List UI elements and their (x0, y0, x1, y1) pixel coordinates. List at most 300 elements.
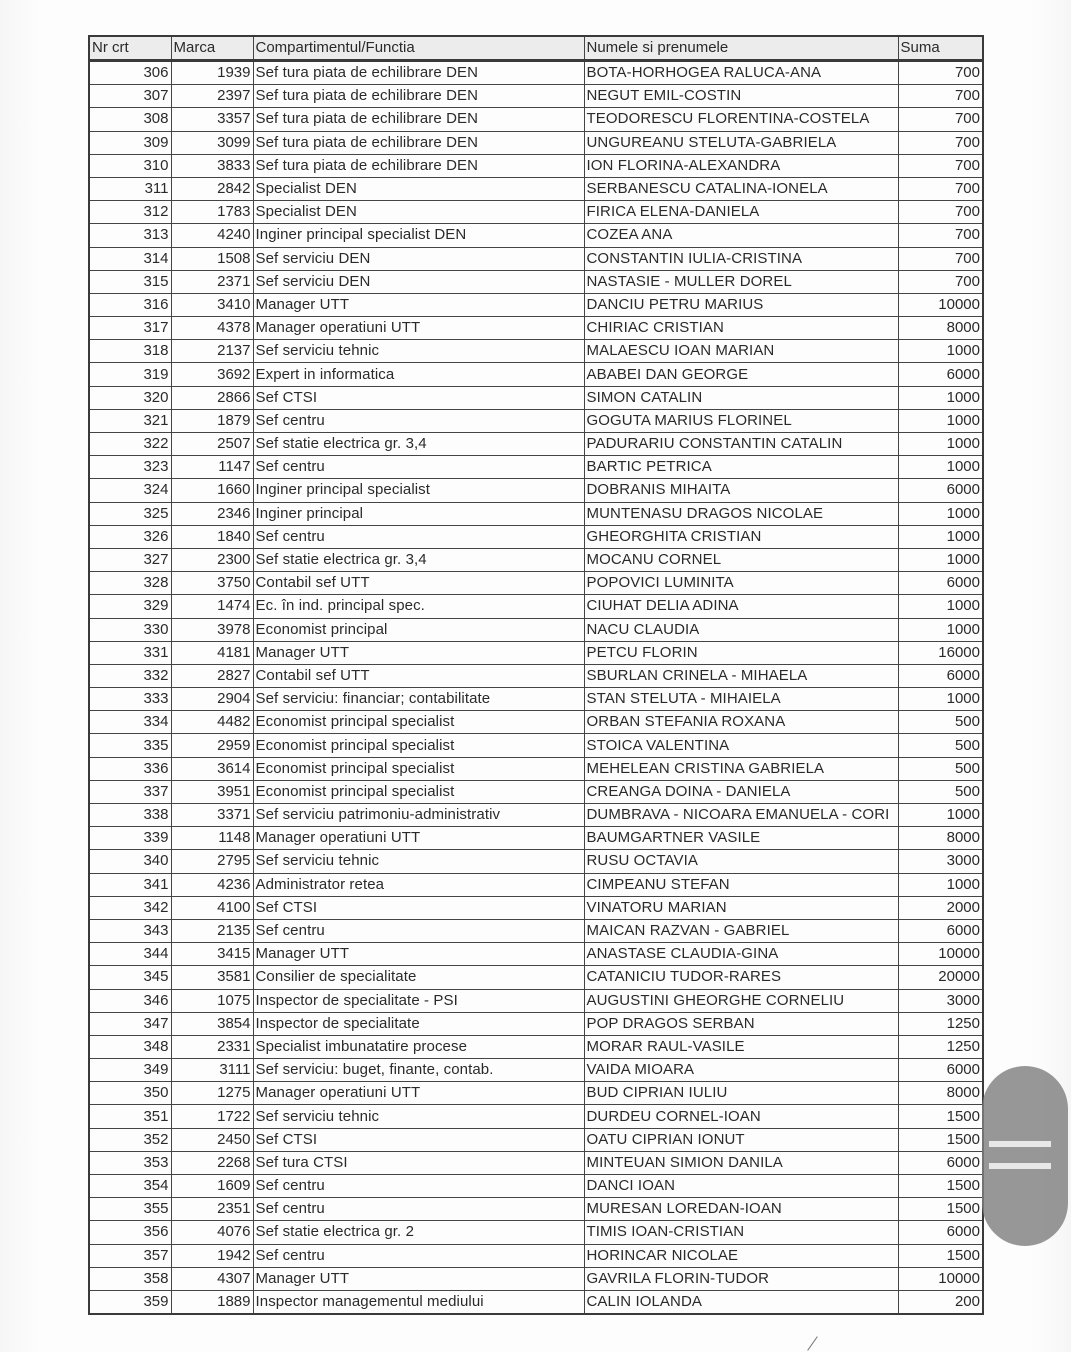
cell-marca: 2135 (171, 919, 253, 942)
cell-marca: 2268 (171, 1151, 253, 1174)
table-row (89, 85, 983, 108)
cell-nume: RUSU OCTAVIA (584, 850, 898, 873)
cell-suma: 1000 (898, 688, 983, 711)
cell-nume: MORAR RAUL-VASILE (584, 1035, 898, 1058)
cell-nr-crt: 314 (89, 247, 171, 270)
table-row (89, 363, 983, 386)
table-row (89, 548, 983, 571)
cell-nr-crt: 330 (89, 618, 171, 641)
table-row (89, 108, 983, 131)
cell-marca: 1879 (171, 409, 253, 432)
cell-nr-crt: 329 (89, 595, 171, 618)
cell-suma: 1250 (898, 1012, 983, 1035)
cell-functia: Inginer principal specialist (253, 479, 584, 502)
cell-nume: CIUHAT DELIA ADINA (584, 595, 898, 618)
cell-suma: 6000 (898, 919, 983, 942)
cell-functia: Sef serviciu tehnic (253, 850, 584, 873)
table-row (89, 1290, 983, 1314)
drag-handle-icon-line-top (989, 1141, 1051, 1147)
cell-marca: 4181 (171, 641, 253, 664)
cell-suma: 1000 (898, 525, 983, 548)
cell-functia: Sef serviciu tehnic (253, 340, 584, 363)
cell-suma: 16000 (898, 641, 983, 664)
cell-nume: SIMON CATALIN (584, 386, 898, 409)
cell-suma: 1500 (898, 1198, 983, 1221)
table-row (89, 1151, 983, 1174)
cell-suma: 700 (898, 108, 983, 131)
cell-suma: 1500 (898, 1175, 983, 1198)
cell-nume: MUNTENASU DRAGOS NICOLAE (584, 502, 898, 525)
table-row (89, 943, 983, 966)
cell-marca: 3111 (171, 1059, 253, 1082)
cell-marca: 4240 (171, 224, 253, 247)
cell-nr-crt: 325 (89, 502, 171, 525)
cell-suma: 10000 (898, 943, 983, 966)
cell-functia: Sef serviciu tehnic (253, 1105, 584, 1128)
cell-nume: ANASTASE CLAUDIA-GINA (584, 943, 898, 966)
cell-nume: HORINCAR NICOLAE (584, 1244, 898, 1267)
cell-nr-crt: 331 (89, 641, 171, 664)
cell-suma: 1500 (898, 1128, 983, 1151)
cell-nr-crt: 317 (89, 317, 171, 340)
cell-nume: FIRICA ELENA-DANIELA (584, 201, 898, 224)
cell-suma: 1000 (898, 873, 983, 896)
cell-nume: SERBANESCU CATALINA-IONELA (584, 177, 898, 200)
cell-marca: 4100 (171, 896, 253, 919)
cell-nr-crt: 319 (89, 363, 171, 386)
cell-nume: BUD CIPRIAN IULIU (584, 1082, 898, 1105)
cell-nr-crt: 339 (89, 827, 171, 850)
cell-functia: Sef serviciu: buget, finante, contab. (253, 1059, 584, 1082)
table-row (89, 131, 983, 154)
cell-suma: 1000 (898, 433, 983, 456)
cell-functia: Contabil sef UTT (253, 664, 584, 687)
cell-marca: 1609 (171, 1175, 253, 1198)
cell-marca: 1660 (171, 479, 253, 502)
cell-nr-crt: 327 (89, 548, 171, 571)
cell-nr-crt: 359 (89, 1290, 171, 1314)
table-row (89, 688, 983, 711)
cell-marca: 2842 (171, 177, 253, 200)
cell-functia: Sef serviciu patrimoniu-administrativ (253, 804, 584, 827)
cell-marca: 4307 (171, 1267, 253, 1290)
cell-marca: 4236 (171, 873, 253, 896)
cell-functia: Sef serviciu DEN (253, 270, 584, 293)
table-row (89, 224, 983, 247)
cell-marca: 3978 (171, 618, 253, 641)
table-row (89, 780, 983, 803)
cell-nr-crt: 310 (89, 154, 171, 177)
cell-marca: 3581 (171, 966, 253, 989)
cell-nr-crt: 336 (89, 757, 171, 780)
cell-nume: VINATORU MARIAN (584, 896, 898, 919)
cell-marca: 1148 (171, 827, 253, 850)
cell-nr-crt: 321 (89, 409, 171, 432)
cell-functia: Sef serviciu DEN (253, 247, 584, 270)
table-row (89, 641, 983, 664)
cell-suma: 500 (898, 734, 983, 757)
cell-nume: CALIN IOLANDA (584, 1290, 898, 1314)
cell-suma: 8000 (898, 1082, 983, 1105)
cell-nume: BARTIC PETRICA (584, 456, 898, 479)
table-row (89, 433, 983, 456)
cell-nr-crt: 334 (89, 711, 171, 734)
cell-nr-crt: 306 (89, 61, 171, 85)
cell-suma: 1500 (898, 1105, 983, 1128)
cell-functia: Sef serviciu: financiar; contabilitate (253, 688, 584, 711)
cell-nr-crt: 338 (89, 804, 171, 827)
cell-nume: MURESAN LOREDAN-IOAN (584, 1198, 898, 1221)
table-row (89, 664, 983, 687)
cell-suma: 700 (898, 177, 983, 200)
cell-marca: 3833 (171, 154, 253, 177)
cell-nr-crt: 358 (89, 1267, 171, 1290)
cell-nr-crt: 343 (89, 919, 171, 942)
cell-nr-crt: 326 (89, 525, 171, 548)
cell-nume: DANCIU PETRU MARIUS (584, 293, 898, 316)
cell-functia: Economist principal specialist (253, 780, 584, 803)
header-nume-prenume: Numele si prenumele (584, 36, 898, 61)
cell-functia: Economist principal specialist (253, 757, 584, 780)
scroll-handle[interactable] (982, 1066, 1068, 1246)
cell-suma: 6000 (898, 363, 983, 386)
cell-marca: 2795 (171, 850, 253, 873)
cell-nume: ABABEI DAN GEORGE (584, 363, 898, 386)
cell-functia: Manager operatiuni UTT (253, 317, 584, 340)
cell-functia: Consilier de specialitate (253, 966, 584, 989)
table-row (89, 850, 983, 873)
cell-functia: Economist principal (253, 618, 584, 641)
cell-suma: 700 (898, 85, 983, 108)
table-row (89, 1221, 983, 1244)
cell-marca: 2507 (171, 433, 253, 456)
cell-nume: SBURLAN CRINELA - MIHAELA (584, 664, 898, 687)
cell-nr-crt: 316 (89, 293, 171, 316)
cell-suma: 500 (898, 757, 983, 780)
cell-functia: Sef statie electrica gr. 3,4 (253, 548, 584, 571)
cell-functia: Manager UTT (253, 293, 584, 316)
cell-marca: 2351 (171, 1198, 253, 1221)
cell-suma: 10000 (898, 1267, 983, 1290)
cell-nr-crt: 320 (89, 386, 171, 409)
cell-marca: 2300 (171, 548, 253, 571)
table-row (89, 177, 983, 200)
cell-nr-crt: 347 (89, 1012, 171, 1035)
table-row (89, 1175, 983, 1198)
header-compartiment-functia: Compartimentul/Functia (253, 36, 584, 61)
cell-nume: VAIDA MIOARA (584, 1059, 898, 1082)
table-row (89, 989, 983, 1012)
cell-suma: 6000 (898, 1059, 983, 1082)
table-row (89, 572, 983, 595)
cell-marca: 3371 (171, 804, 253, 827)
cell-marca: 2959 (171, 734, 253, 757)
cell-suma: 700 (898, 201, 983, 224)
cell-marca: 1722 (171, 1105, 253, 1128)
cell-suma: 1500 (898, 1244, 983, 1267)
cell-marca: 1939 (171, 61, 253, 85)
table-row (89, 1267, 983, 1290)
cell-functia: Manager UTT (253, 943, 584, 966)
cell-marca: 2346 (171, 502, 253, 525)
cell-suma: 1250 (898, 1035, 983, 1058)
cell-nr-crt: 313 (89, 224, 171, 247)
cell-functia: Manager operatiuni UTT (253, 827, 584, 850)
cell-nr-crt: 348 (89, 1035, 171, 1058)
cell-nume: GHEORGHITA CRISTIAN (584, 525, 898, 548)
cell-nume: MAICAN RAZVAN - GABRIEL (584, 919, 898, 942)
table-row (89, 1105, 983, 1128)
cell-nume: CREANGA DOINA - DANIELA (584, 780, 898, 803)
cell-marca: 1783 (171, 201, 253, 224)
cell-functia: Sef CTSI (253, 386, 584, 409)
cell-functia: Sef centru (253, 1175, 584, 1198)
cell-suma: 3000 (898, 850, 983, 873)
cell-nr-crt: 349 (89, 1059, 171, 1082)
cell-functia: Inspector de specialitate - PSI (253, 989, 584, 1012)
cell-nr-crt: 332 (89, 664, 171, 687)
header-nr-crt: Nr crt (89, 36, 171, 61)
cell-marca: 4482 (171, 711, 253, 734)
table-row (89, 757, 983, 780)
payment-table (88, 35, 984, 1315)
cell-marca: 2397 (171, 85, 253, 108)
cell-marca: 2371 (171, 270, 253, 293)
cell-nume: PETCU FLORIN (584, 641, 898, 664)
cell-functia: Inginer principal specialist DEN (253, 224, 584, 247)
table-row (89, 525, 983, 548)
cell-functia: Specialist DEN (253, 201, 584, 224)
cell-nume: DUMBRAVA - NICOARA EMANUELA - CORI (584, 804, 898, 827)
table-row (89, 502, 983, 525)
table-row (89, 386, 983, 409)
cell-suma: 1000 (898, 618, 983, 641)
cell-suma: 1000 (898, 595, 983, 618)
cell-nr-crt: 354 (89, 1175, 171, 1198)
cell-marca: 1474 (171, 595, 253, 618)
cell-functia: Sef centru (253, 525, 584, 548)
header-suma: Suma (898, 36, 983, 61)
cell-marca: 1840 (171, 525, 253, 548)
cell-nr-crt: 337 (89, 780, 171, 803)
cell-suma: 6000 (898, 1221, 983, 1244)
table-row (89, 409, 983, 432)
table-row (89, 1244, 983, 1267)
cell-suma: 700 (898, 154, 983, 177)
cell-suma: 1000 (898, 409, 983, 432)
table-row (89, 734, 983, 757)
cell-marca: 2904 (171, 688, 253, 711)
cell-nr-crt: 324 (89, 479, 171, 502)
cell-nr-crt: 346 (89, 989, 171, 1012)
cell-marca: 2137 (171, 340, 253, 363)
cell-nume: POP DRAGOS SERBAN (584, 1012, 898, 1035)
cell-functia: Sef tura piata de echilibrare DEN (253, 154, 584, 177)
cell-nume: PADURARIU CONSTANTIN CATALIN (584, 433, 898, 456)
table-row (89, 154, 983, 177)
cell-nr-crt: 356 (89, 1221, 171, 1244)
cell-marca: 2450 (171, 1128, 253, 1151)
cell-marca: 4076 (171, 1221, 253, 1244)
table-row (89, 456, 983, 479)
cell-functia: Inspector managementul mediului (253, 1290, 584, 1314)
table-row (89, 1082, 983, 1105)
cell-nr-crt: 345 (89, 966, 171, 989)
cell-suma: 1000 (898, 804, 983, 827)
table-row (89, 1128, 983, 1151)
cell-nume: DURDEU CORNEL-IOAN (584, 1105, 898, 1128)
table-row (89, 618, 983, 641)
cell-nr-crt: 340 (89, 850, 171, 873)
cell-suma: 20000 (898, 966, 983, 989)
cell-marca: 3357 (171, 108, 253, 131)
cell-nume: OATU CIPRIAN IONUT (584, 1128, 898, 1151)
table-header-row (89, 36, 983, 61)
cell-nume: MINTEUAN SIMION DANILA (584, 1151, 898, 1174)
cell-suma: 700 (898, 247, 983, 270)
table-row (89, 247, 983, 270)
cell-marca: 1508 (171, 247, 253, 270)
cell-suma: 700 (898, 131, 983, 154)
cell-nume: TIMIS IOAN-CRISTIAN (584, 1221, 898, 1244)
cell-functia: Economist principal specialist (253, 734, 584, 757)
cell-nr-crt: 351 (89, 1105, 171, 1128)
cell-nume: GAVRILA FLORIN-TUDOR (584, 1267, 898, 1290)
cell-functia: Contabil sef UTT (253, 572, 584, 595)
cell-suma: 700 (898, 224, 983, 247)
cell-functia: Administrator retea (253, 873, 584, 896)
table-row (89, 919, 983, 942)
cell-functia: Sef centru (253, 1198, 584, 1221)
cell-functia: Sef centru (253, 1244, 584, 1267)
cell-marca: 4378 (171, 317, 253, 340)
cell-suma: 1000 (898, 456, 983, 479)
table-body (89, 61, 983, 1315)
cell-nr-crt: 355 (89, 1198, 171, 1221)
drag-handle-icon-line-bottom (989, 1163, 1051, 1169)
cell-nr-crt: 315 (89, 270, 171, 293)
cell-functia: Manager UTT (253, 641, 584, 664)
cell-suma: 6000 (898, 479, 983, 502)
cell-functia: Manager operatiuni UTT (253, 1082, 584, 1105)
cell-nume: POPOVICI LUMINITA (584, 572, 898, 595)
cell-nume: NACU CLAUDIA (584, 618, 898, 641)
cell-functia: Ec. în ind. principal spec. (253, 595, 584, 618)
cell-functia: Sef tura piata de echilibrare DEN (253, 85, 584, 108)
cell-nr-crt: 312 (89, 201, 171, 224)
cell-nr-crt: 311 (89, 177, 171, 200)
cell-nume: ION FLORINA-ALEXANDRA (584, 154, 898, 177)
table-row (89, 1035, 983, 1058)
cell-suma: 8000 (898, 317, 983, 340)
table-row (89, 711, 983, 734)
cell-nume: DANCI IOAN (584, 1175, 898, 1198)
cell-functia: Manager UTT (253, 1267, 584, 1290)
table-row (89, 317, 983, 340)
cell-nume: CATANICIU TUDOR-RARES (584, 966, 898, 989)
cell-nr-crt: 308 (89, 108, 171, 131)
cell-suma: 500 (898, 711, 983, 734)
table-row (89, 966, 983, 989)
cell-functia: Sef statie electrica gr. 3,4 (253, 433, 584, 456)
cell-functia: Sef centru (253, 409, 584, 432)
cell-nr-crt: 318 (89, 340, 171, 363)
cell-marca: 3410 (171, 293, 253, 316)
table-row (89, 827, 983, 850)
cell-nume: AUGUSTINI GHEORGHE CORNELIU (584, 989, 898, 1012)
cell-marca: 2827 (171, 664, 253, 687)
cell-marca: 3750 (171, 572, 253, 595)
cell-marca: 2331 (171, 1035, 253, 1058)
cell-nume: COZEA ANA (584, 224, 898, 247)
table-row (89, 293, 983, 316)
cell-functia: Sef centru (253, 456, 584, 479)
cell-functia: Sef tura piata de echilibrare DEN (253, 108, 584, 131)
cell-nr-crt: 344 (89, 943, 171, 966)
cell-nume: MEHELEAN CRISTINA GABRIELA (584, 757, 898, 780)
cell-nume: NEGUT EMIL-COSTIN (584, 85, 898, 108)
cell-nume: CIMPEANU STEFAN (584, 873, 898, 896)
cell-nr-crt: 335 (89, 734, 171, 757)
cell-nr-crt: 307 (89, 85, 171, 108)
cell-marca: 3099 (171, 131, 253, 154)
cell-nr-crt: 309 (89, 131, 171, 154)
cell-nume: BAUMGARTNER VASILE (584, 827, 898, 850)
cell-suma: 500 (898, 780, 983, 803)
cell-nr-crt: 341 (89, 873, 171, 896)
cell-suma: 2000 (898, 896, 983, 919)
cell-functia: Expert in informatica (253, 363, 584, 386)
cell-nume: MALAESCU IOAN MARIAN (584, 340, 898, 363)
cell-suma: 6000 (898, 664, 983, 687)
cell-functia: Sef tura CTSI (253, 1151, 584, 1174)
cell-marca: 1075 (171, 989, 253, 1012)
cell-functia: Sef CTSI (253, 896, 584, 919)
cell-nume: BOTA-HORHOGEA RALUCA-ANA (584, 61, 898, 85)
cell-functia: Specialist imbunatatire procese (253, 1035, 584, 1058)
cell-functia: Sef tura piata de echilibrare DEN (253, 61, 584, 85)
cell-functia: Inspector de specialitate (253, 1012, 584, 1035)
cell-marca: 1889 (171, 1290, 253, 1314)
cell-functia: Specialist DEN (253, 177, 584, 200)
cell-nr-crt: 328 (89, 572, 171, 595)
cell-nume: CHIRIAC CRISTIAN (584, 317, 898, 340)
cell-nume: MOCANU CORNEL (584, 548, 898, 571)
cell-nr-crt: 353 (89, 1151, 171, 1174)
cell-suma: 8000 (898, 827, 983, 850)
cell-functia: Sef statie electrica gr. 2 (253, 1221, 584, 1244)
table-row (89, 340, 983, 363)
table-row (89, 1198, 983, 1221)
cell-nume: STOICA VALENTINA (584, 734, 898, 757)
table-row (89, 873, 983, 896)
table-row (89, 201, 983, 224)
table-row (89, 896, 983, 919)
cell-functia: Sef CTSI (253, 1128, 584, 1151)
table-row (89, 61, 983, 85)
cell-nr-crt: 333 (89, 688, 171, 711)
cell-nr-crt: 352 (89, 1128, 171, 1151)
cell-nume: UNGUREANU STELUTA-GABRIELA (584, 131, 898, 154)
cell-nume: TEODORESCU FLORENTINA-COSTELA (584, 108, 898, 131)
cell-nume: STAN STELUTA - MIHAIELA (584, 688, 898, 711)
cell-nume: DOBRANIS MIHAITA (584, 479, 898, 502)
cell-nr-crt: 342 (89, 896, 171, 919)
cell-suma: 700 (898, 270, 983, 293)
table-row (89, 479, 983, 502)
cell-suma: 6000 (898, 1151, 983, 1174)
table-row (89, 1012, 983, 1035)
